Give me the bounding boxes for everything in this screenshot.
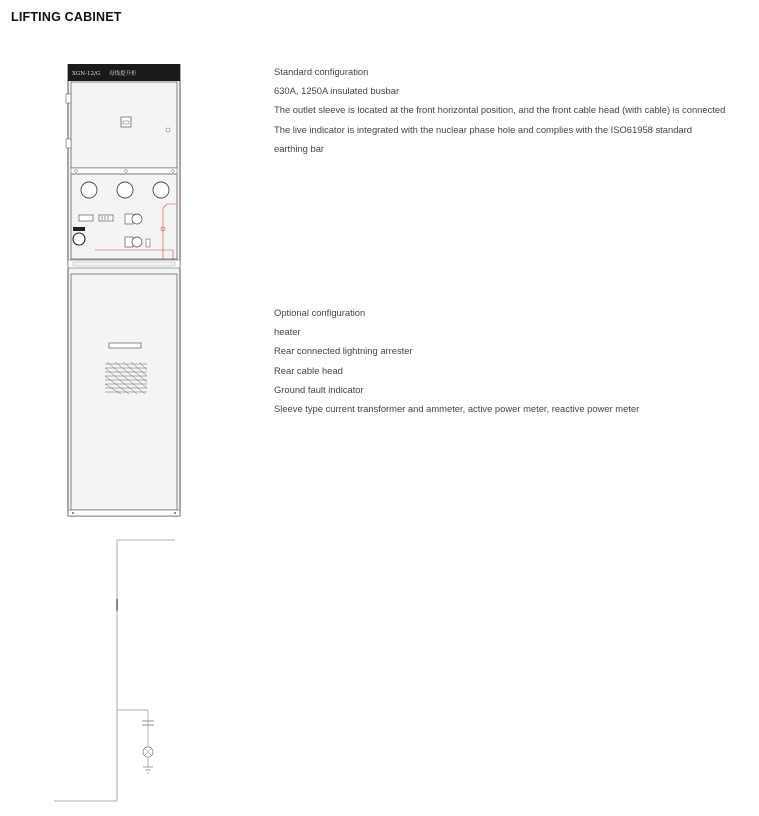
operating-knob-icon: [132, 214, 142, 224]
emergency-button-icon: [73, 233, 85, 245]
standard-configuration: [274, 62, 734, 158]
optional-item: heater: [274, 326, 301, 338]
single-line-schematic: [40, 535, 200, 805]
emergency-label-plate: [73, 227, 85, 231]
lock-knob: [166, 128, 170, 132]
standard-item: The live indicator is integrated with the nuclear phase hole and complies with the ISO61958 standard: [274, 123, 692, 135]
hinge-top: [66, 94, 71, 103]
optional-item: Rear connected lightning arrester: [274, 345, 413, 357]
optional-item: Rear cable head: [274, 364, 343, 376]
standard-item: The outlet sleeve is located at the front horizontal position, and the front cable head (with cable) is connected: [274, 104, 726, 116]
gauge-c-icon: [153, 182, 169, 198]
indicator-switch-icon: [79, 215, 93, 221]
viewing-window: [121, 117, 131, 127]
indicator-lamps-icon: [99, 215, 113, 221]
earthing-knob-icon: [132, 237, 142, 247]
optional-item: Sleeve type current transformer and ammeter, active power meter, reactive power meter: [274, 403, 640, 415]
door-handle: [109, 343, 141, 348]
optional-configuration: [274, 303, 734, 418]
standard-heading: Standard configuration: [274, 66, 369, 77]
separator-band: [71, 168, 177, 174]
cabinet-base: [68, 510, 180, 516]
optional-item: Ground fault indicator: [274, 383, 364, 395]
spec-text: [274, 62, 734, 415]
cabinet-drawing: [55, 64, 205, 519]
page-title: LIFTING CABINET: [11, 10, 122, 24]
standard-item: 630A, 1250A insulated busbar: [274, 85, 400, 97]
cabinet-name-label: 母线提升柜: [109, 71, 137, 77]
gauge-b-icon: [117, 182, 133, 198]
hinge-bottom: [66, 139, 71, 148]
optional-heading: Optional configuration: [274, 307, 366, 318]
standard-item: earthing bar: [274, 142, 325, 154]
gauge-a-icon: [81, 182, 97, 198]
cabinet-model-label: XGN-12/G: [72, 71, 101, 77]
